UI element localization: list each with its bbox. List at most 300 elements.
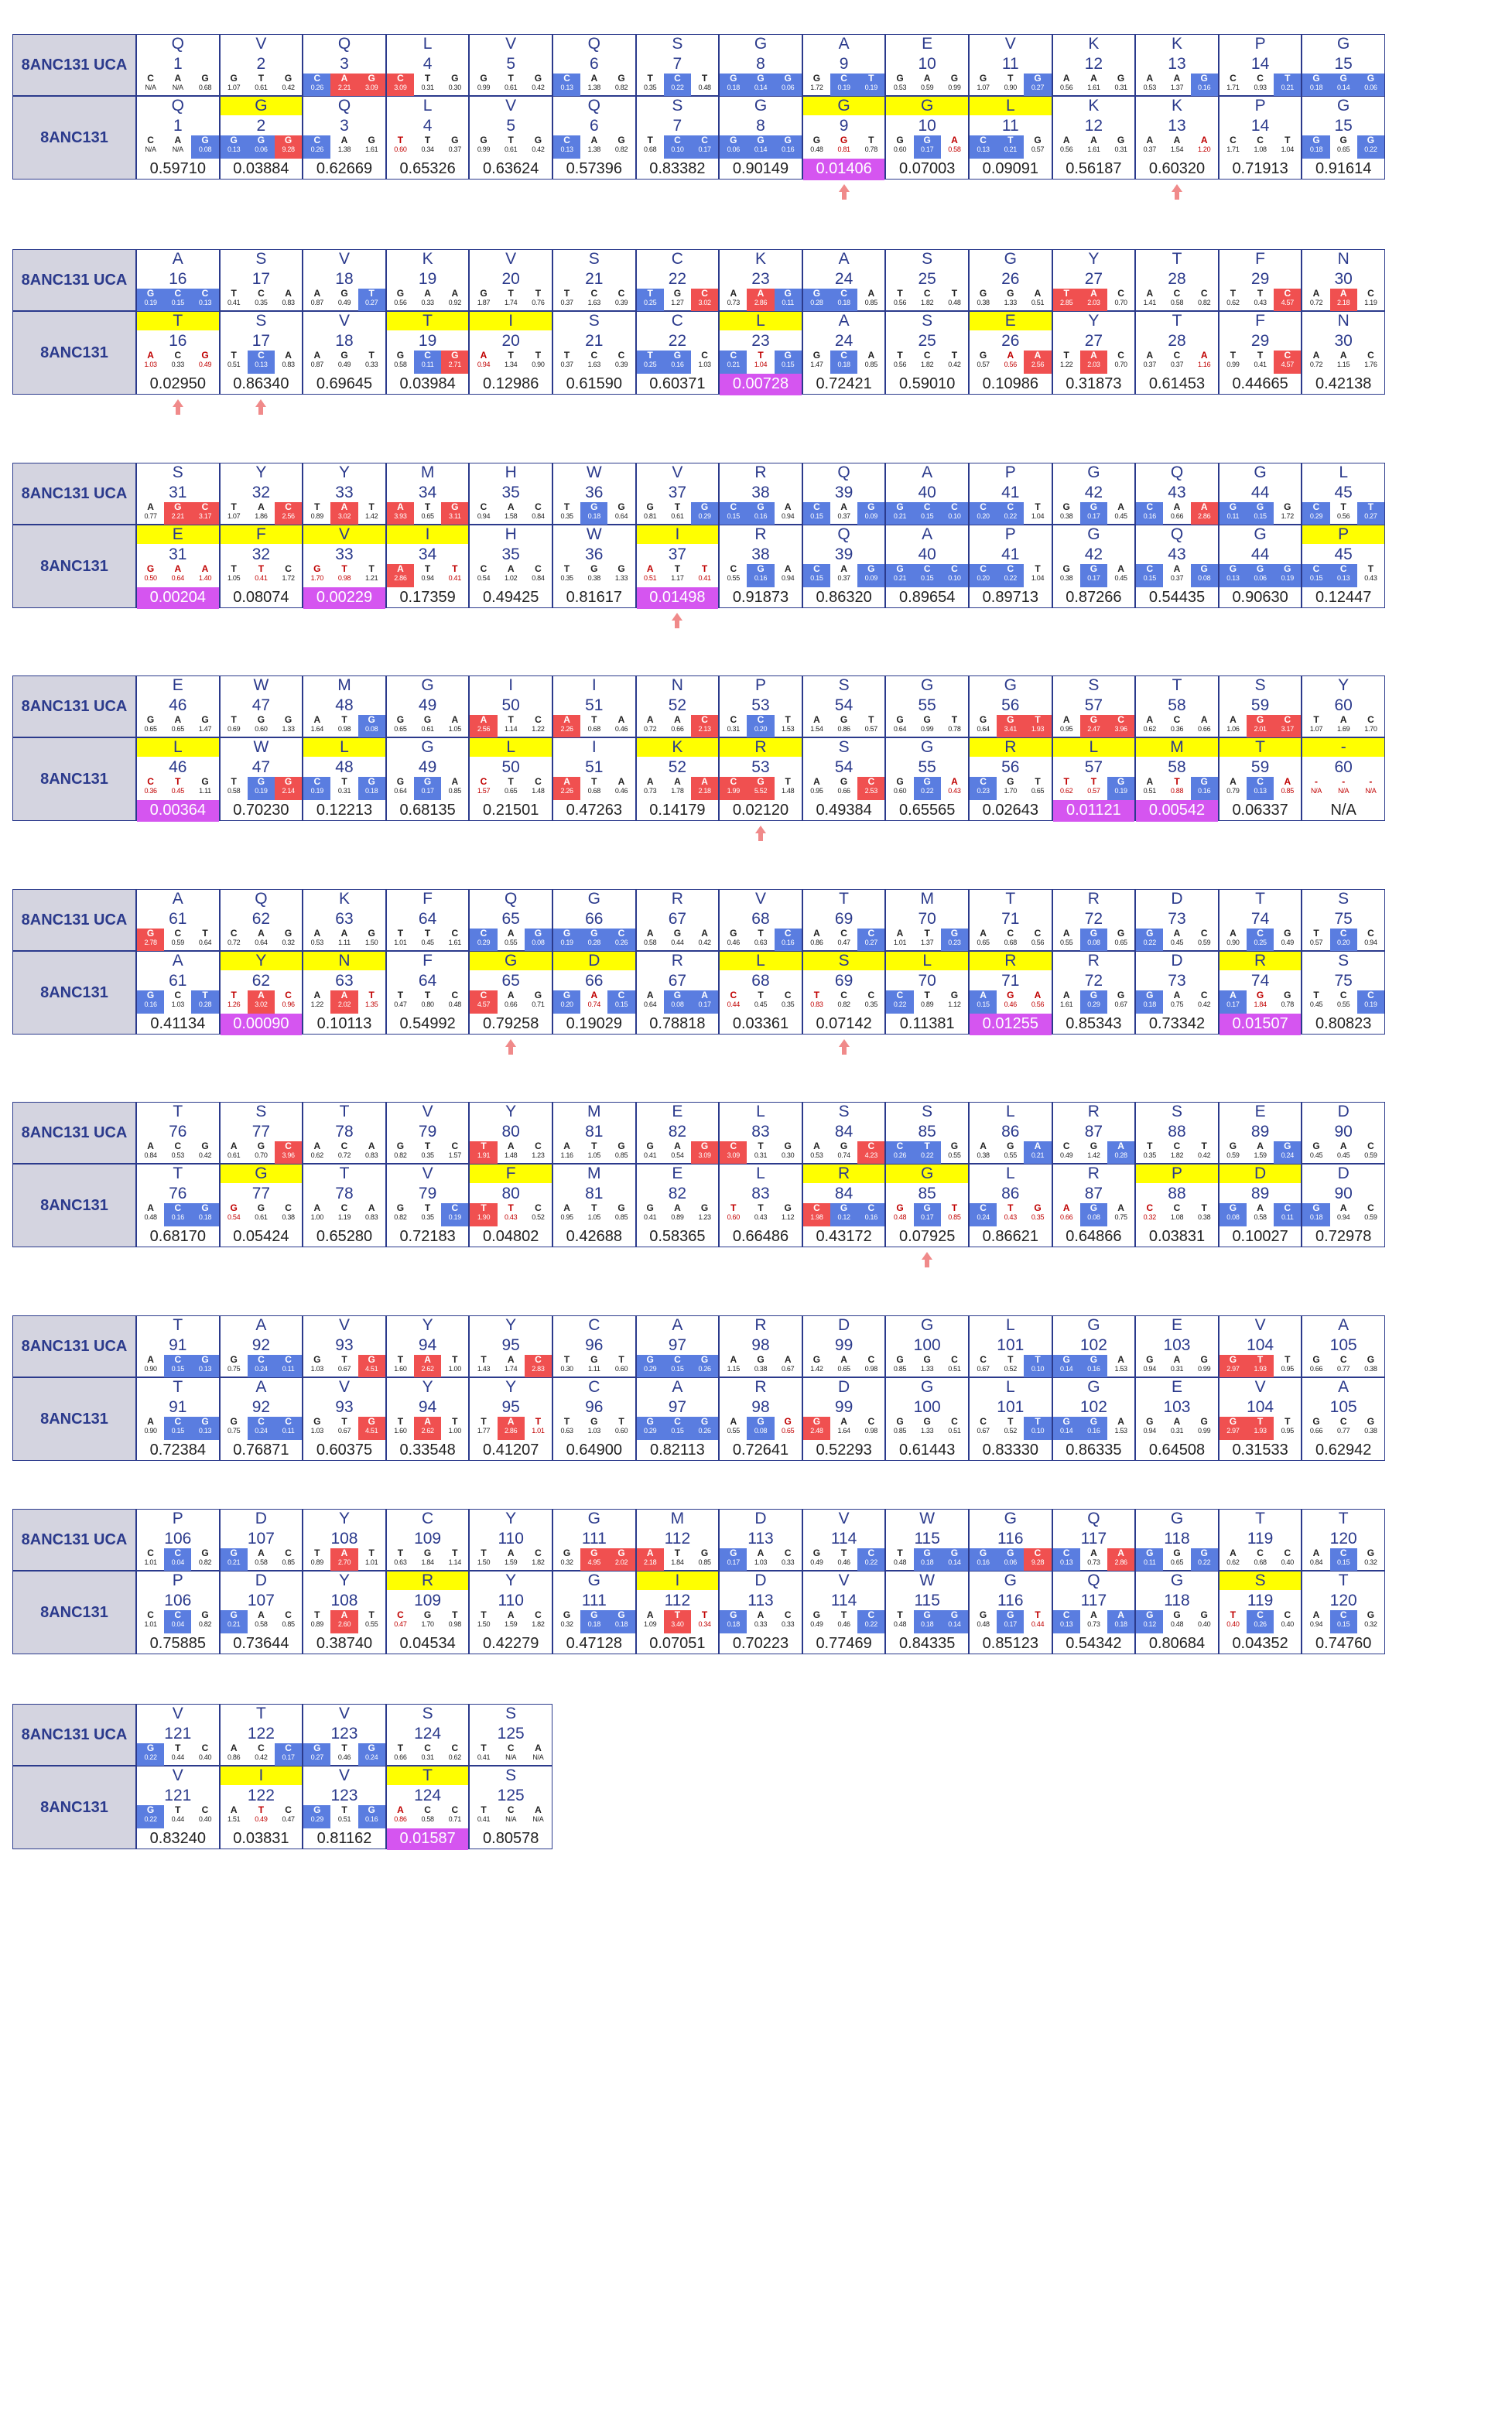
nucleotide-base: G bbox=[1146, 990, 1154, 1000]
nucleotide-base: C bbox=[840, 74, 847, 84]
position-number: 59 bbox=[1250, 696, 1270, 714]
mature-cell bbox=[1219, 1164, 1302, 1247]
nucleotide-cell bbox=[607, 1417, 635, 1440]
germline-cell bbox=[885, 463, 969, 525]
nucleotide-base: G bbox=[230, 135, 238, 145]
nucleotide-cell bbox=[914, 564, 941, 587]
position-number: 96 bbox=[585, 1336, 604, 1354]
nucleotide-cell bbox=[914, 1548, 941, 1572]
nucleotide-base: A bbox=[285, 289, 292, 299]
mutability-score: 0.65 bbox=[782, 1427, 795, 1435]
mature-residue: L bbox=[1053, 738, 1135, 757]
mature-cell bbox=[1135, 96, 1219, 180]
p-value: 0.04802 bbox=[483, 1228, 539, 1245]
mature-cell bbox=[1052, 311, 1136, 395]
nucleotide-cell bbox=[387, 135, 414, 159]
nucleotide-base: G bbox=[563, 1610, 571, 1620]
mutability-score: 0.48 bbox=[698, 84, 711, 91]
nucleotide-base: C bbox=[1284, 1610, 1291, 1620]
nucleotide-cell bbox=[275, 564, 302, 587]
mutability-score: 0.10 bbox=[948, 512, 961, 520]
nucleotide-cell bbox=[1163, 1610, 1190, 1633]
nucleotide-base: G bbox=[590, 1548, 598, 1558]
nucleotide-cell bbox=[803, 1548, 830, 1572]
nucleotide-base: C bbox=[1007, 502, 1014, 512]
nucleotide-cell bbox=[1024, 929, 1051, 952]
position-number: 105 bbox=[1329, 1336, 1357, 1354]
position-number: 7 bbox=[672, 117, 682, 135]
mutability-score: 0.22 bbox=[864, 1558, 877, 1566]
nucleotide-cell bbox=[137, 1355, 164, 1378]
nucleotide-base: G bbox=[590, 564, 598, 574]
nucleotide-base: T bbox=[1035, 715, 1041, 725]
nucleotide-cell bbox=[191, 990, 218, 1014]
mature-codon bbox=[137, 351, 219, 374]
mutability-score: 0.17 bbox=[727, 1558, 740, 1566]
mutability-score: 1.57 bbox=[477, 787, 491, 795]
nucleotide-cell bbox=[525, 929, 552, 952]
sequence-block bbox=[12, 34, 1397, 226]
nucleotide-cell bbox=[914, 990, 941, 1014]
position-number: 60 bbox=[1334, 758, 1353, 776]
nucleotide-cell bbox=[1191, 351, 1218, 374]
nucleotide-base: G bbox=[867, 502, 875, 512]
germline-residue: Q bbox=[837, 463, 850, 481]
nucleotide-base: G bbox=[368, 715, 375, 725]
nucleotide-base: C bbox=[507, 1805, 515, 1815]
p-value: 0.80578 bbox=[483, 1830, 539, 1847]
mature-row-label: 8ANC131 bbox=[12, 737, 136, 821]
nucleotide-base: C bbox=[674, 1417, 681, 1427]
mutability-score: 0.95 bbox=[1281, 1427, 1294, 1435]
germline-codon bbox=[637, 1548, 719, 1572]
nucleotide-cell bbox=[941, 74, 968, 97]
position-column bbox=[220, 249, 303, 395]
nucleotide-base: C bbox=[1284, 1548, 1291, 1558]
nucleotide-base: A bbox=[646, 929, 654, 939]
nucleotide-cell bbox=[720, 929, 747, 952]
nucleotide-cell bbox=[137, 564, 164, 587]
mutability-score: 1.16 bbox=[1198, 361, 1211, 368]
nucleotide-cell bbox=[1357, 289, 1384, 312]
mature-residue: R bbox=[1087, 1165, 1100, 1182]
nucleotide-cell bbox=[1274, 715, 1301, 738]
germline-cell bbox=[136, 463, 220, 525]
nucleotide-cell bbox=[303, 1548, 330, 1572]
mature-cell bbox=[1302, 1377, 1385, 1461]
mutability-score: 0.52 bbox=[532, 1213, 545, 1221]
mutability-score: 0.15 bbox=[171, 299, 184, 306]
nucleotide-base: G bbox=[840, 777, 848, 787]
nucleotide-cell bbox=[387, 74, 414, 97]
nucleotide-cell bbox=[137, 990, 164, 1014]
germline-codon bbox=[137, 289, 219, 312]
nucleotide-base: G bbox=[563, 929, 571, 939]
nucleotide-cell bbox=[275, 715, 302, 738]
nucleotide-base: G bbox=[784, 74, 792, 84]
mutability-score: 0.13 bbox=[1254, 787, 1267, 795]
nucleotide-base: A bbox=[1034, 1141, 1042, 1151]
nucleotide-cell bbox=[830, 929, 857, 952]
position-column bbox=[885, 1102, 969, 1247]
mature-cell bbox=[136, 951, 220, 1035]
nucleotide-base: A bbox=[646, 777, 654, 787]
nucleotide-cell bbox=[1247, 1548, 1274, 1572]
mature-codon bbox=[553, 564, 635, 587]
position-number: 55 bbox=[918, 696, 936, 714]
mutability-score: 0.23 bbox=[977, 787, 990, 795]
nucleotide-cell bbox=[830, 351, 857, 374]
germline-cell bbox=[303, 463, 386, 525]
nucleotide-base: T bbox=[951, 289, 958, 299]
mutability-score: 2.60 bbox=[337, 1620, 351, 1628]
nucleotide-base: A bbox=[1146, 289, 1154, 299]
germline-codon bbox=[1302, 1355, 1384, 1378]
nucleotide-cell bbox=[970, 715, 997, 738]
position-number: 78 bbox=[335, 1185, 354, 1202]
nucleotide-base: G bbox=[950, 990, 959, 1000]
mutability-score: 0.11 bbox=[782, 299, 795, 306]
position-number: 9 bbox=[839, 117, 849, 135]
mutability-score: 1.22 bbox=[1060, 361, 1073, 368]
nucleotide-cell bbox=[387, 564, 414, 587]
nucleotide-base: G bbox=[201, 1141, 209, 1151]
mutability-score: 0.94 bbox=[1143, 1427, 1156, 1435]
nucleotide-cell bbox=[1136, 351, 1163, 374]
mutability-score: 0.18 bbox=[198, 1213, 212, 1221]
p-value: 0.61443 bbox=[899, 1442, 956, 1459]
position-number: 115 bbox=[914, 1530, 940, 1548]
nucleotide-base: G bbox=[1200, 564, 1208, 574]
position-number: 33 bbox=[335, 546, 354, 563]
p-value: 0.86320 bbox=[816, 589, 872, 606]
nucleotide-cell bbox=[330, 1610, 357, 1633]
nucleotide-base: C bbox=[174, 1141, 182, 1151]
nucleotide-base: C bbox=[867, 777, 875, 787]
nucleotide-base: G bbox=[1312, 74, 1320, 84]
nucleotide-cell bbox=[914, 777, 941, 800]
mutability-score: 0.94 bbox=[782, 512, 795, 520]
nucleotide-cell bbox=[691, 564, 718, 587]
germline-cell bbox=[552, 34, 636, 96]
germline-cell bbox=[136, 1704, 220, 1766]
mature-residue: G bbox=[1087, 525, 1100, 543]
nucleotide-base: G bbox=[423, 715, 432, 725]
mutability-score: 0.48 bbox=[144, 1213, 157, 1221]
nucleotide-base: G bbox=[1173, 1610, 1181, 1620]
mutability-score: 1.54 bbox=[810, 725, 823, 733]
mutability-score: 0.21 bbox=[227, 1620, 241, 1628]
nucleotide-base: A bbox=[1230, 777, 1237, 787]
nucleotide-cell bbox=[1357, 1141, 1384, 1165]
nucleotide-base: A bbox=[397, 564, 404, 574]
mutability-score: 0.61 bbox=[227, 1151, 241, 1159]
mutability-score: 1.63 bbox=[587, 299, 600, 306]
mutability-score: 0.38 bbox=[1364, 1427, 1377, 1435]
nucleotide-base: G bbox=[1256, 564, 1264, 574]
position-column bbox=[552, 675, 636, 821]
mutability-score: 0.43 bbox=[754, 1213, 768, 1221]
mutability-score: 0.08 bbox=[754, 1427, 768, 1435]
p-value: 0.59010 bbox=[899, 375, 956, 392]
mutability-score: 0.64 bbox=[171, 574, 184, 582]
nucleotide-base: T bbox=[1257, 289, 1264, 299]
mutability-score: 0.59 bbox=[1364, 1151, 1377, 1159]
position-number: 102 bbox=[1079, 1336, 1107, 1354]
nucleotide-base: C bbox=[980, 135, 987, 145]
mutability-score: 0.16 bbox=[1087, 1427, 1100, 1435]
nucleotide-base: A bbox=[368, 1141, 375, 1151]
mature-codon bbox=[720, 1417, 802, 1440]
nucleotide-base: G bbox=[146, 1805, 155, 1815]
p-value: 0.57396 bbox=[566, 160, 622, 177]
nucleotide-cell bbox=[553, 1548, 580, 1572]
nucleotide-base: C bbox=[701, 135, 708, 145]
mutability-score: 0.58 bbox=[1170, 299, 1184, 306]
nucleotide-cell bbox=[1136, 777, 1163, 800]
p-value: 0.07925 bbox=[899, 1228, 956, 1245]
nucleotide-cell bbox=[1163, 1141, 1190, 1165]
germline-cell bbox=[802, 1102, 886, 1164]
mature-codon bbox=[803, 1610, 885, 1633]
nucleotide-cell bbox=[1191, 502, 1218, 525]
position-number: 4 bbox=[422, 55, 433, 73]
mature-cell bbox=[136, 737, 220, 821]
germline-cell bbox=[303, 34, 386, 96]
germline-cell bbox=[1302, 463, 1385, 525]
position-column bbox=[1052, 889, 1136, 1035]
nucleotide-base: C bbox=[201, 502, 209, 512]
mature-codon bbox=[886, 1610, 968, 1633]
mutability-score: 1.22 bbox=[310, 1000, 323, 1008]
nucleotide-cell bbox=[191, 1355, 218, 1378]
nucleotide-base: A bbox=[1090, 135, 1097, 145]
position-column bbox=[386, 249, 470, 395]
nucleotide-cell bbox=[414, 777, 441, 800]
mature-cell bbox=[719, 1164, 802, 1247]
germline-cell bbox=[1135, 1315, 1219, 1377]
nucleotide-base: G bbox=[284, 135, 292, 145]
nucleotide-base: C bbox=[451, 1203, 459, 1213]
nucleotide-cell bbox=[997, 1610, 1024, 1633]
nucleotide-cell bbox=[441, 1355, 468, 1378]
nucleotide-base: C bbox=[201, 289, 209, 299]
nucleotide-cell bbox=[580, 135, 607, 159]
mutability-score: 5.52 bbox=[754, 787, 768, 795]
germline-cell bbox=[469, 463, 552, 525]
mutability-score: 0.42 bbox=[948, 361, 961, 368]
nucleotide-base: G bbox=[1146, 1355, 1154, 1365]
nucleotide-base: G bbox=[1034, 1203, 1042, 1213]
position-number: 17 bbox=[251, 270, 271, 288]
position-column bbox=[1302, 675, 1385, 821]
nucleotide-cell bbox=[164, 1610, 191, 1633]
mutability-score: 0.15 bbox=[1143, 574, 1156, 582]
nucleotide-base: C bbox=[1173, 351, 1181, 361]
mutability-score: 0.26 bbox=[310, 145, 323, 153]
position-number: 56 bbox=[1001, 758, 1020, 776]
nucleotide-base: A bbox=[1117, 1610, 1124, 1620]
position-number: 99 bbox=[834, 1398, 853, 1416]
nucleotide-base: T bbox=[1367, 564, 1374, 574]
mutability-score: 1.98 bbox=[810, 1213, 823, 1221]
p-value: 0.83330 bbox=[982, 1442, 1038, 1459]
mutability-score: 0.16 bbox=[782, 939, 795, 946]
nucleotide-cell bbox=[248, 1548, 275, 1572]
germline-cell bbox=[220, 34, 303, 96]
nucleotide-base: G bbox=[313, 1417, 321, 1427]
nucleotide-cell bbox=[498, 564, 525, 587]
germline-residue: S bbox=[1338, 890, 1350, 908]
mutability-score: 0.08 bbox=[365, 725, 378, 733]
mature-codon bbox=[1220, 777, 1302, 800]
p-value: 0.61590 bbox=[566, 375, 622, 392]
nucleotide-base: T bbox=[868, 74, 874, 84]
germline-residue: E bbox=[922, 35, 933, 53]
sequence-block bbox=[12, 1315, 1397, 1507]
germline-row-label: 8ANC131 UCA bbox=[12, 675, 136, 737]
nucleotide-base: T bbox=[701, 74, 708, 84]
nucleotide-cell bbox=[747, 1203, 774, 1226]
mutability-score: 1.02 bbox=[505, 574, 518, 582]
nucleotide-base: T bbox=[368, 502, 375, 512]
position-number: 26 bbox=[1001, 332, 1020, 350]
nucleotide-base: G bbox=[896, 1203, 904, 1213]
nucleotide-cell bbox=[1163, 351, 1190, 374]
mutability-score: 1.33 bbox=[921, 1427, 934, 1435]
position-number: 15 bbox=[1334, 117, 1353, 135]
position-number: 122 bbox=[247, 1787, 275, 1804]
nucleotide-cell bbox=[470, 990, 497, 1014]
p-value: 0.00728 bbox=[720, 374, 802, 395]
nucleotide-base: G bbox=[784, 135, 792, 145]
mutability-score: 1.37 bbox=[921, 939, 934, 946]
p-value: 0.90630 bbox=[1232, 589, 1288, 606]
mutability-score: 0.65 bbox=[144, 725, 157, 733]
position-column bbox=[802, 463, 886, 608]
nucleotide-cell bbox=[970, 1355, 997, 1378]
nucleotide-cell bbox=[164, 351, 191, 374]
nucleotide-cell bbox=[637, 1417, 664, 1440]
nucleotide-cell bbox=[1330, 1203, 1357, 1226]
nucleotide-cell bbox=[221, 1743, 248, 1766]
nucleotide-base: C bbox=[285, 990, 292, 1000]
germline-residue: Y bbox=[255, 463, 267, 481]
nucleotide-base: T bbox=[368, 289, 375, 299]
nucleotide-base: A bbox=[1062, 135, 1070, 145]
mature-codon bbox=[1220, 135, 1302, 159]
nucleotide-cell bbox=[553, 289, 580, 312]
position-column bbox=[136, 34, 220, 180]
mature-cell bbox=[1302, 1164, 1385, 1247]
mutability-score: 0.29 bbox=[310, 1815, 323, 1823]
germline-cell bbox=[136, 675, 220, 737]
nucleotide-cell bbox=[1330, 351, 1357, 374]
position-number: 3 bbox=[340, 55, 349, 73]
nucleotide-cell bbox=[664, 1141, 691, 1165]
mutability-score: 0.90 bbox=[144, 1427, 157, 1435]
germline-cell bbox=[802, 675, 886, 737]
germline-cell bbox=[386, 1704, 470, 1766]
mutability-score: 0.64 bbox=[614, 512, 628, 520]
nucleotide-cell bbox=[441, 1417, 468, 1440]
germline-residue: Y bbox=[422, 1316, 433, 1334]
mutability-score: 0.25 bbox=[644, 361, 657, 368]
position-column bbox=[303, 889, 386, 1035]
nucleotide-base: A bbox=[701, 990, 708, 1000]
nucleotide-cell bbox=[941, 1548, 968, 1572]
nucleotide-cell bbox=[414, 1203, 441, 1226]
mature-codon bbox=[1302, 777, 1384, 800]
mutability-score: 0.21 bbox=[1031, 1151, 1045, 1159]
mutability-score: 0.38 bbox=[977, 1151, 990, 1159]
mature-residue: Q bbox=[337, 97, 351, 115]
mature-cell bbox=[136, 311, 220, 395]
germline-codon bbox=[1302, 715, 1384, 738]
nucleotide-base: T bbox=[897, 1548, 903, 1558]
p-value: 0.91614 bbox=[1315, 160, 1372, 177]
mature-codon bbox=[553, 990, 635, 1014]
mutability-score: 0.48 bbox=[1170, 1620, 1184, 1628]
germline-codon bbox=[970, 289, 1052, 312]
p-value: 0.49384 bbox=[816, 802, 872, 819]
nucleotide-cell bbox=[997, 1548, 1024, 1572]
germline-cell bbox=[1219, 1315, 1302, 1377]
mutability-score: 1.34 bbox=[505, 361, 518, 368]
nucleotide-base: T bbox=[535, 289, 542, 299]
nucleotide-base: T bbox=[868, 135, 874, 145]
nucleotide-base: A bbox=[397, 1805, 404, 1815]
nucleotide-cell bbox=[607, 929, 635, 952]
nucleotide-cell bbox=[1024, 1203, 1051, 1226]
mature-residue: G bbox=[421, 738, 434, 756]
position-column bbox=[636, 1102, 720, 1247]
mutability-score: 1.59 bbox=[505, 1558, 518, 1566]
mature-codon bbox=[1136, 135, 1218, 159]
nucleotide-base: A bbox=[867, 289, 875, 299]
germline-cell bbox=[636, 463, 720, 525]
mature-codon bbox=[221, 1417, 303, 1440]
nucleotide-base: G bbox=[1256, 715, 1264, 725]
nucleotide-cell bbox=[580, 715, 607, 738]
germline-residue: T bbox=[173, 1316, 183, 1334]
nucleotide-cell bbox=[164, 74, 191, 97]
nucleotide-cell bbox=[886, 1610, 913, 1633]
position-column bbox=[136, 675, 220, 821]
nucleotide-cell bbox=[1330, 1610, 1357, 1633]
nucleotide-cell bbox=[414, 1610, 441, 1633]
nucleotide-base: T bbox=[397, 990, 404, 1000]
nucleotide-base: T bbox=[618, 1417, 624, 1427]
mutability-score: 0.89 bbox=[310, 1620, 323, 1628]
nucleotide-base: C bbox=[784, 929, 792, 939]
position-number: 27 bbox=[1084, 270, 1103, 288]
p-value: 0.72978 bbox=[1315, 1228, 1372, 1245]
position-number: 49 bbox=[418, 758, 437, 776]
position-number: 44 bbox=[1250, 546, 1270, 563]
position-number: 50 bbox=[501, 758, 520, 776]
mutability-score: 0.66 bbox=[837, 787, 850, 795]
mutability-score: 0.32 bbox=[1143, 1213, 1156, 1221]
nucleotide-cell bbox=[607, 564, 635, 587]
germline-codon bbox=[970, 502, 1052, 525]
mature-residue: S bbox=[1338, 952, 1350, 970]
nucleotide-cell bbox=[664, 929, 691, 952]
nucleotide-cell bbox=[857, 1355, 884, 1378]
mature-codon bbox=[720, 777, 802, 800]
nucleotide-cell bbox=[470, 715, 497, 738]
nucleotide-base: T bbox=[591, 715, 597, 725]
